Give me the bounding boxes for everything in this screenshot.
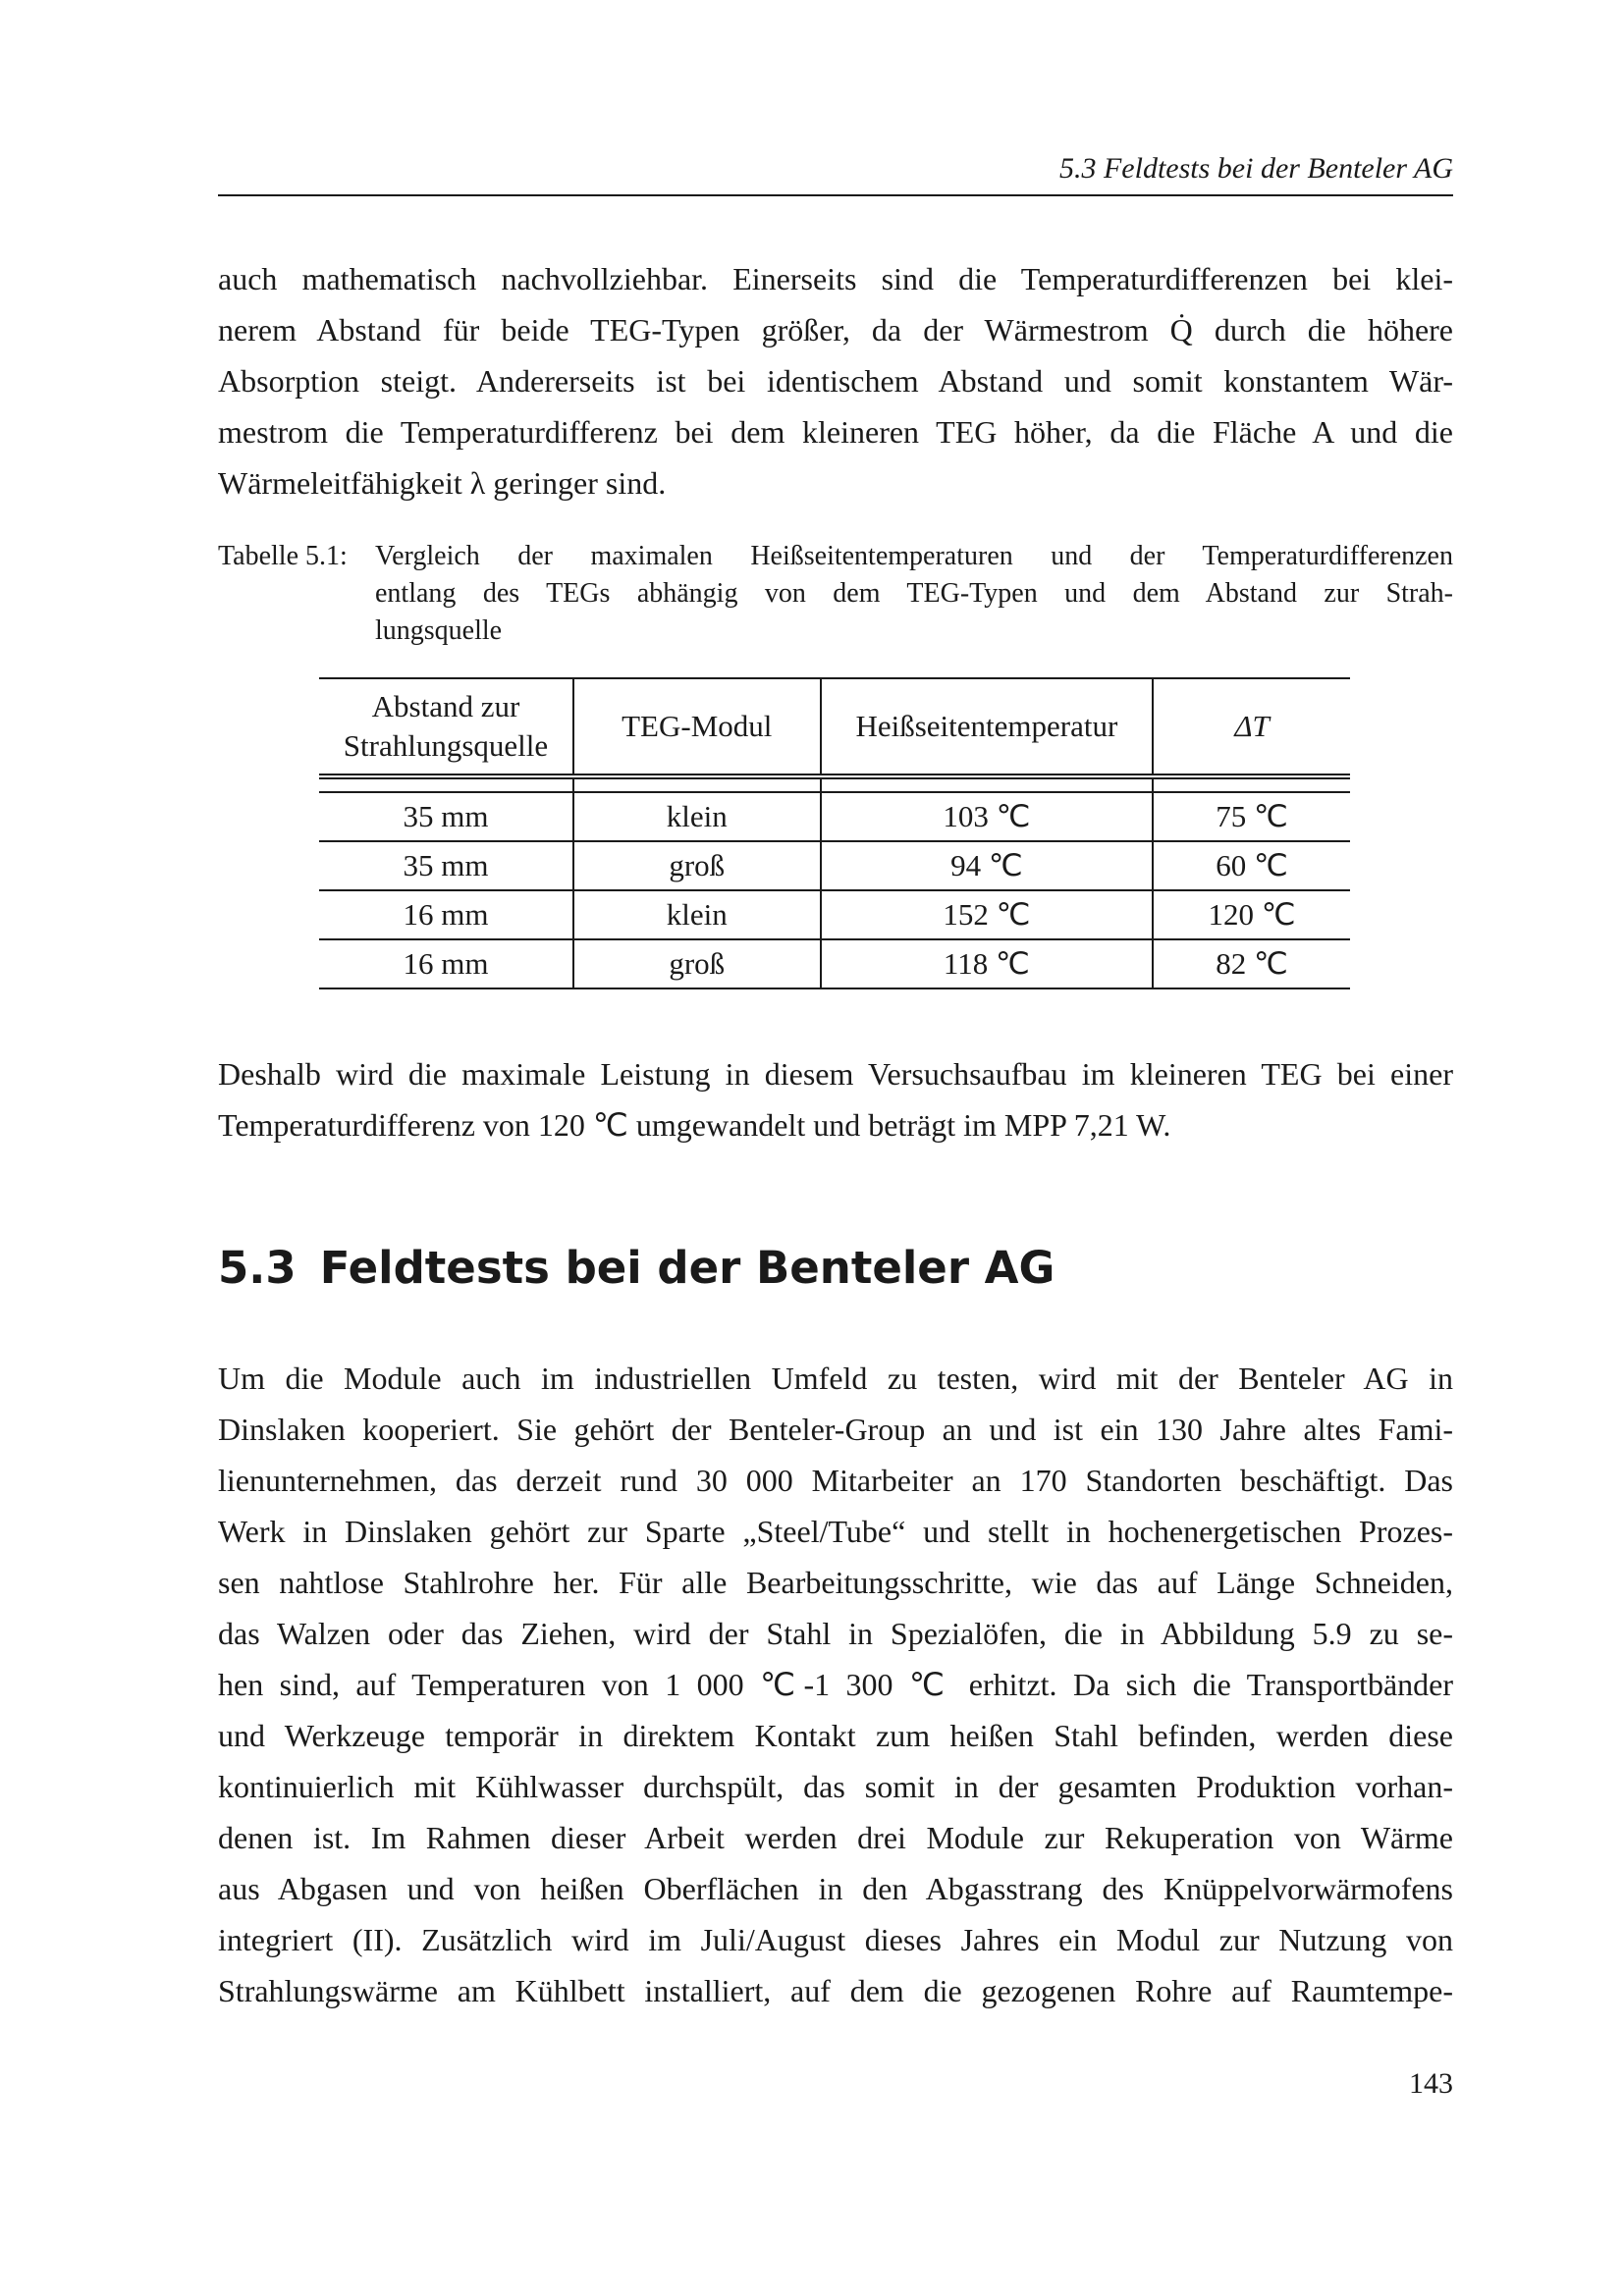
results-table: [319, 677, 1350, 989]
paragraph-line: auch mathematisch nachvollziehbar. Einerseits sind die Temperaturdifferenzen bei klei-: [218, 261, 1453, 296]
paragraph-line: Wärmeleitfähigkeit λ geringer sind.: [218, 465, 667, 501]
header-hot-side-temperature: Heißseitentemperatur: [821, 678, 1154, 776]
header-distance-line1: Abstand zur: [371, 689, 520, 723]
paragraph-line: Absorption steigt. Andererseits ist bei identischem Abstand und somit konstantem Wär-: [218, 363, 1453, 399]
paragraph-line: Werk in Dinslaken gehört zur Sparte „Steel/Tube“ und stellt in hochenergetischen Prozes-: [218, 1514, 1453, 1549]
cell-distance: 35 mm: [319, 792, 573, 841]
cell-delta-t: 120 ℃: [1153, 890, 1350, 939]
section-heading: [218, 1239, 1055, 1298]
header-distance: [319, 678, 573, 776]
paragraph-line: integriert (II). Zusätzlich wird im Juli/August dieses Jahres ein Modul zur Nutzung von: [218, 1922, 1453, 1957]
paragraph-line: das Walzen oder das Ziehen, wird der Stahl in Spezialöfen, die in Abbildung 5.9 zu se-: [218, 1616, 1453, 1651]
cell-teg-module: groß: [573, 939, 821, 988]
cell-hot-side-temperature: 152 ℃: [821, 890, 1154, 939]
table-row: [319, 792, 1350, 841]
cell-teg-module: klein: [573, 890, 821, 939]
cell-delta-t: 60 ℃: [1153, 841, 1350, 890]
paragraph-line: Strahlungswärme am Kühlbett installiert, auf dem die gezogenen Rohre auf Raumtempe-: [218, 1973, 1453, 2008]
paragraph-line: Um die Module auch im industriellen Umfeld zu testen, wird mit der Benteler AG in: [218, 1361, 1453, 1396]
cell-hot-side-temperature: 103 ℃: [821, 792, 1154, 841]
paragraph-line: mestrom die Temperaturdifferenz bei dem kleineren TEG höher, da die Fläche A und die: [218, 414, 1453, 450]
caption-line: Vergleich der maximalen Heißseitentemperaturen und der Temperaturdifferenzen: [375, 541, 1453, 571]
paragraph-line: nerem Abstand für beide TEG-Typen größer, da der Wärmestrom Q̇ durch die höhere: [218, 312, 1453, 347]
page-number: 143: [1409, 2067, 1453, 2100]
table-row: [319, 939, 1350, 988]
table-caption-label: Tabelle 5.1:: [218, 541, 348, 571]
header-rule: [218, 194, 1453, 196]
paragraph-line: kontinuierlich mit Kühlwasser durchspült, das somit in der gesamten Produktion vorhan-: [218, 1769, 1453, 1804]
header-teg-module: TEG-Modul: [573, 678, 821, 776]
cell-distance: 16 mm: [319, 939, 573, 988]
cell-teg-module: groß: [573, 841, 821, 890]
section-title-text: Feldtests bei der Benteler AG: [319, 1242, 1055, 1294]
paragraph-line: hen sind, auf Temperaturen von 1 000 ℃-1 300 ℃ erhitzt. Da sich die Transportbänder: [218, 1667, 1453, 1702]
caption-line: entlang des TEGs abhängig von dem TEG-Typen und dem Abstand zur Strah-: [375, 578, 1453, 609]
cell-hot-side-temperature: 94 ℃: [821, 841, 1154, 890]
paragraph-line: denen ist. Im Rahmen dieser Arbeit werden drei Module zur Rekuperation von Wärme: [218, 1820, 1453, 1855]
cell-delta-t: 75 ℃: [1153, 792, 1350, 841]
paragraph-line: Deshalb wird die maximale Leistung in diesem Versuchsaufbau im kleineren TEG bei einer: [218, 1056, 1453, 1092]
header-delta-t: ΔT: [1153, 678, 1350, 776]
cell-distance: 16 mm: [319, 890, 573, 939]
cell-hot-side-temperature: 118 ℃: [821, 939, 1154, 988]
paragraph-line: Dinslaken kooperiert. Sie gehört der Benteler-Group an und ist ein 130 Jahre altes Fami-: [218, 1412, 1453, 1447]
table-row: [319, 841, 1350, 890]
caption-line: lungsquelle: [375, 615, 503, 646]
paragraph-line: sen nahtlose Stahlrohre her. Für alle Bearbeitungsschritte, wie das auf Länge Schneiden,: [218, 1565, 1453, 1600]
paragraph-line: lienunternehmen, das derzeit rund 30 000 Mitarbeiter an 170 Standorten beschäftigt. Das: [218, 1463, 1453, 1498]
header-distance-line2: Strahlungsquelle: [343, 728, 549, 763]
running-head: 5.3 Feldtests bei der Benteler AG: [1058, 152, 1453, 185]
cell-distance: 35 mm: [319, 841, 573, 890]
paragraph-2: [218, 1048, 1453, 1150]
cell-teg-module: klein: [573, 792, 821, 841]
cell-delta-t: 82 ℃: [1153, 939, 1350, 988]
paragraph-line: aus Abgasen und von heißen Oberflächen in den Abgasstrang des Knüppelvorwärmofens: [218, 1871, 1453, 1906]
table-header-row: [319, 678, 1350, 776]
paragraph-3: [218, 1353, 1453, 2016]
table-caption-text: [375, 538, 1453, 650]
paragraph-1: [218, 253, 1453, 508]
section-number: 5.3: [218, 1242, 297, 1294]
table-row: [319, 890, 1350, 939]
paragraph-line: und Werkzeuge temporär in direktem Kontakt zum heißen Stahl befinden, werden diese: [218, 1718, 1453, 1753]
paragraph-line: Temperaturdifferenz von 120 ℃ umgewandelt und beträgt im MPP 7,21 W.: [218, 1107, 1171, 1143]
table-spacer-row: [319, 776, 1350, 792]
